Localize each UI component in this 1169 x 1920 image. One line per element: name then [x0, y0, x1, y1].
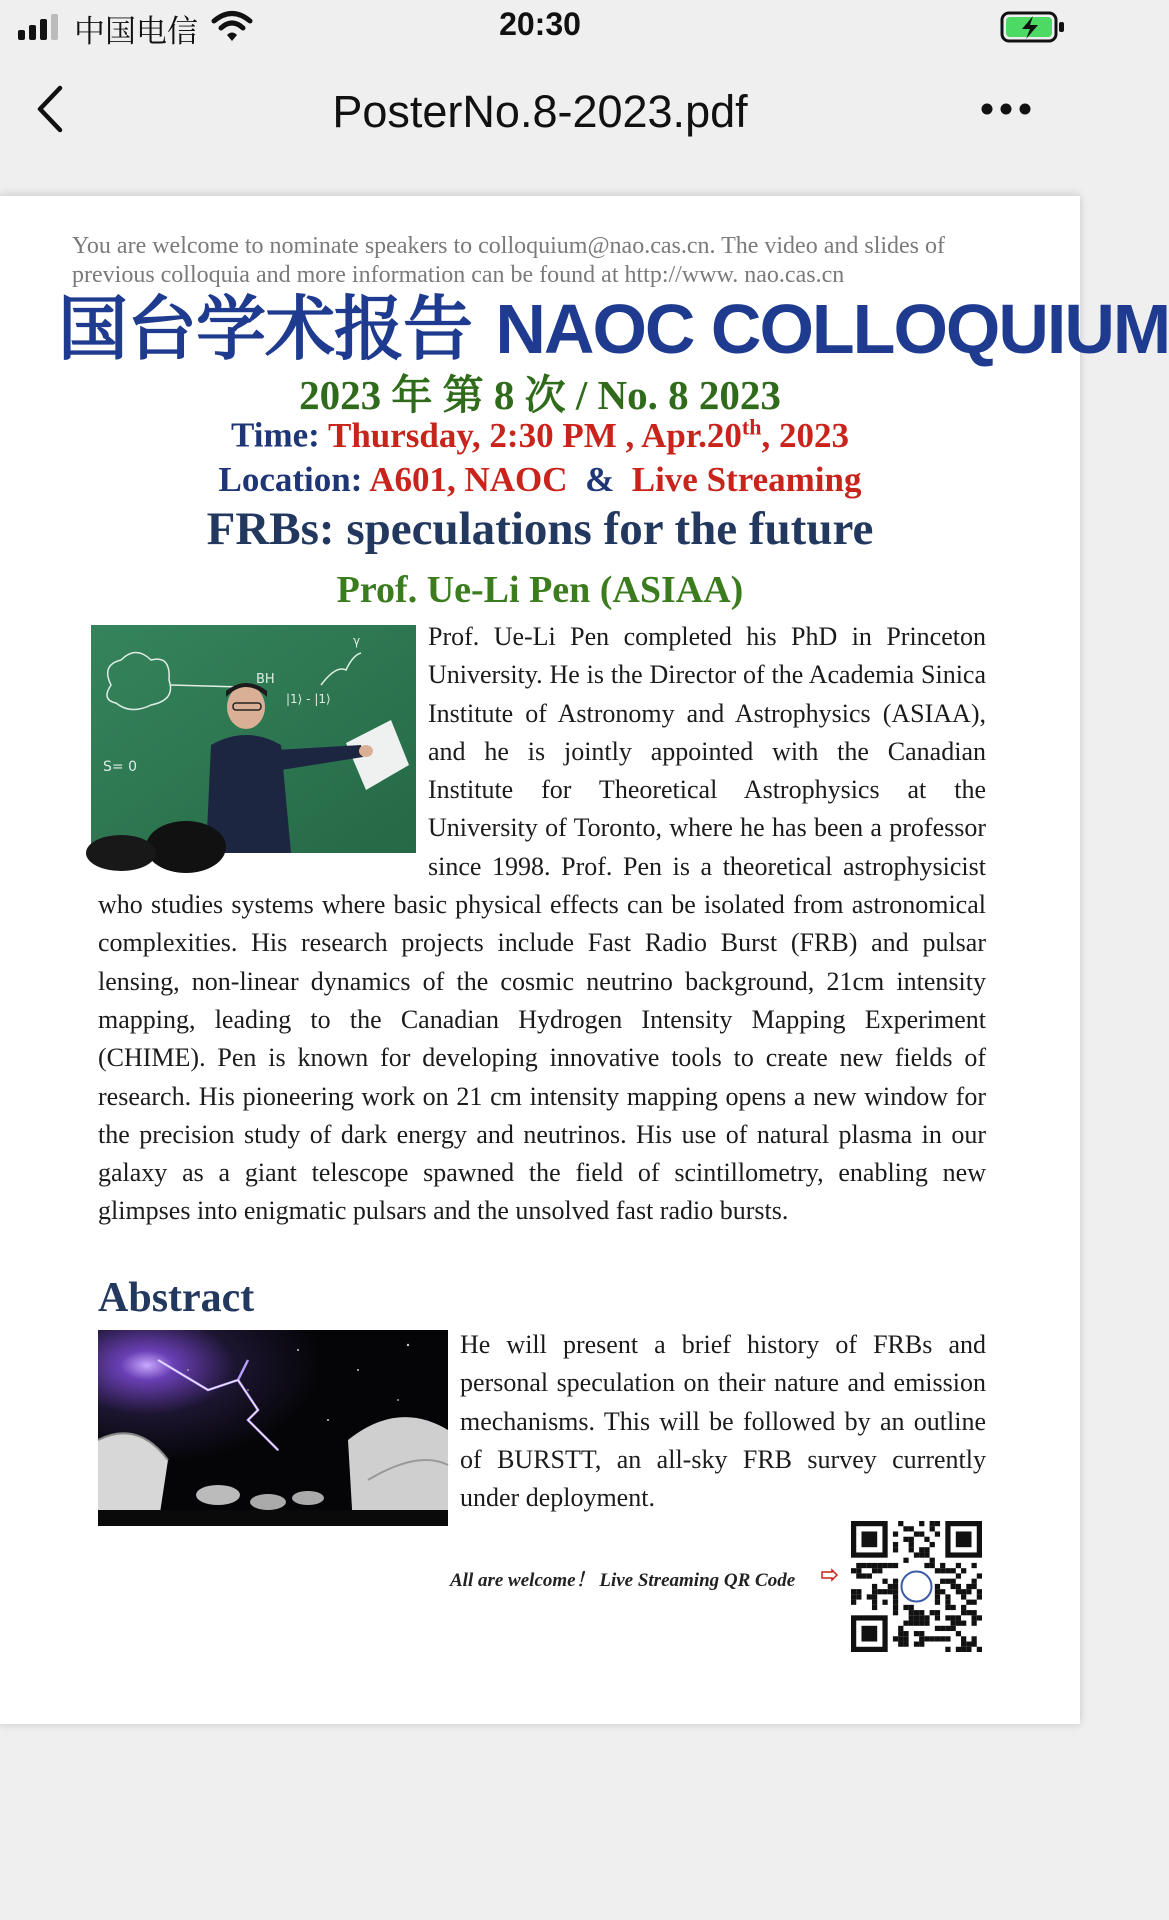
- location-line: [0, 460, 1080, 500]
- abstract-heading: Abstract: [98, 1275, 255, 1321]
- colloquium-header: [58, 288, 1169, 370]
- talk-title: FRBs: speculations for the future: [206, 503, 874, 555]
- welcome-note: All are welcome！ Live Streaming QR Code: [450, 1570, 796, 1591]
- time-label: Time:: [231, 415, 320, 455]
- speaker-name: Prof. Ue-Li Pen (ASIAA): [336, 569, 744, 611]
- pointing-hand-icon: [820, 1566, 840, 1584]
- status-clock: 20:30: [499, 6, 581, 42]
- pdf-page[interactable]: [0, 196, 1169, 1724]
- header-english: NAOC COLLOQUIUM: [495, 290, 1169, 368]
- board-text-ket: |1⟩ - |1⟩: [286, 692, 331, 706]
- location-ampersand: &: [585, 460, 615, 499]
- carrier-name: 中国电信: [74, 14, 198, 50]
- location-label: Location:: [218, 460, 363, 499]
- abstract-text: He will present a brief history of FRBs and personal speculation on their nature and emission mechanisms. This will be followed by an outline of BURSTT, an all-sky FRB survey currently under deployment.: [460, 1330, 986, 1513]
- board-text-bh: BH: [256, 672, 275, 687]
- location-stream: Live Streaming: [631, 460, 862, 499]
- status-bar: [0, 0, 1080, 54]
- battery-charging-icon: [1000, 10, 1066, 44]
- radio-telescope-image: [98, 1330, 448, 1526]
- header-chinese: 国台学术报告: [58, 288, 472, 370]
- document-title: PosterNo.8-2023.pdf: [332, 86, 748, 137]
- location-room: A601, NAOC: [369, 460, 568, 499]
- intro-text: You are welcome to nominate speakers to colloquium@nao.cas.cn. The video and slides of previous colloquia and more information can be found at http://www. nao.cas.cn: [72, 233, 946, 288]
- speaker-bio: Prof. Ue-Li Pen completed his PhD in Princeton University. He is the Director of the Academia Sinica Institute of Astronomy and Astrophysics (ASIAA), and he is jointly appointed with the Canadian Institute for Theoretical Astrophysics at the University of Toronto, where he has been a professor since 1998. Prof. Pen is a theoretical astrophysicist who studies systems where basic physical effects can be isolated from astronomical complexities. His research projects include Fast Radio Burst (FRB) and pulsar lensing, non-linear dynamics of the cosmic neutrino background, 21cm intensity mapping, leading to the Canadian Hydrogen Intensity Mapping Experiment (CHIME). Pen is known for developing innovative tools to create new fields of research. His pioneering work on 21 cm intensity mapping opens a new window for the precision study of dark energy and neutrinos. His use of natural plasma in our galaxy as a giant telescope spawned the field of scintillometry, enabling new glimpses into enigmatic pulsars and the unsolved fast radio bursts.: [98, 622, 986, 1226]
- time-line: [0, 414, 1080, 456]
- board-text-gamma: γ: [353, 634, 361, 648]
- edition-line: 2023 年 第 8 次 / No. 8 2023: [299, 372, 781, 418]
- live-streaming-qr-code[interactable]: [851, 1521, 982, 1652]
- board-text-s0: S= 0: [103, 759, 137, 775]
- more-options-icon[interactable]: [980, 100, 1032, 118]
- navigation-bar: [0, 64, 1080, 156]
- time-value: Thursday, 2:30 PM , Apr.20th, 2023: [327, 414, 849, 455]
